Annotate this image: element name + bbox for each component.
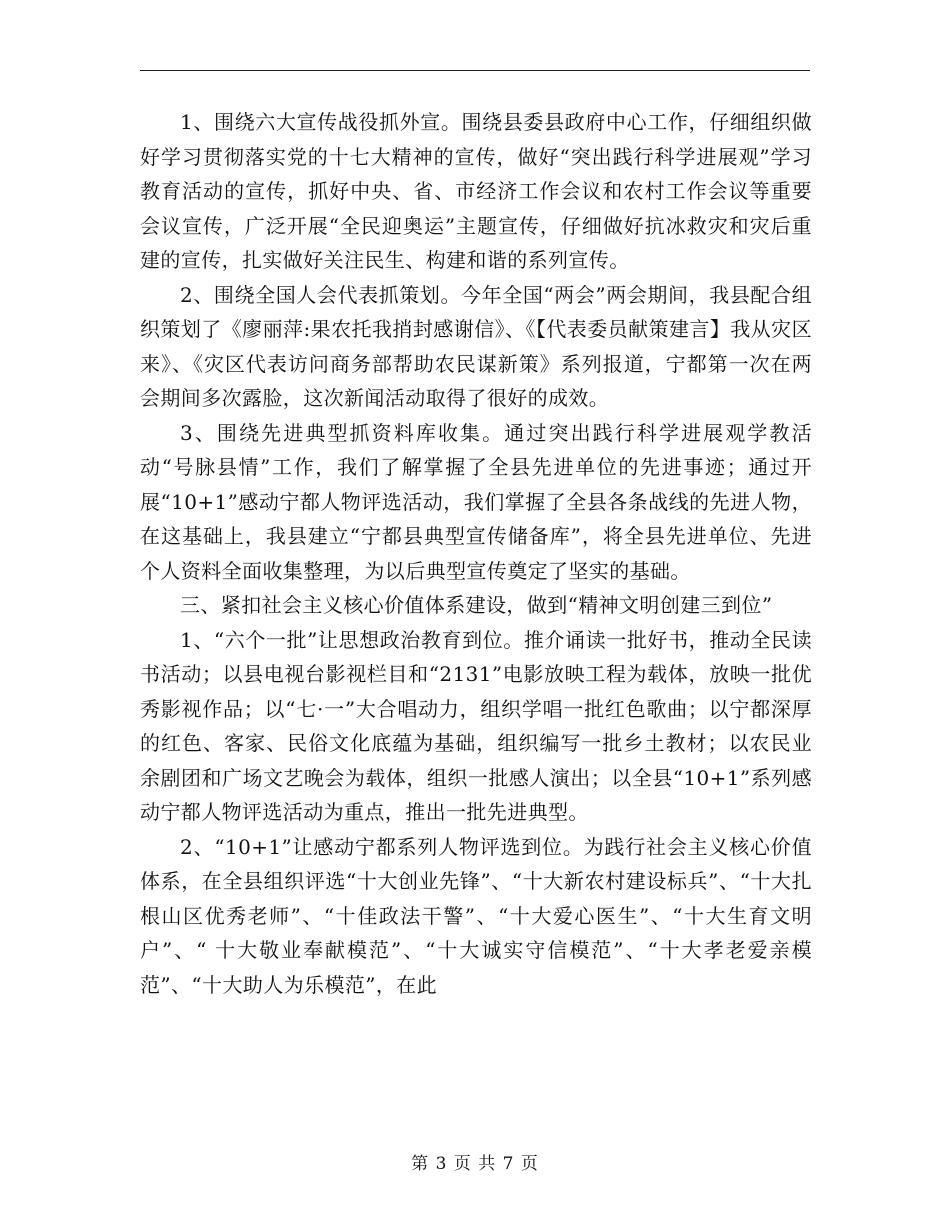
paragraph-npc-planning: 2、围绕全国人会代表抓策划。今年全国“两会”两会期间，我县配合组织策划了《廖丽萍:果农托我捎封感谢信》、《【代表委员献策建言】我从灾区来》、《灾区代表访问商务部帮助农民谋新策》系列报道，宁都第一次在两会期间多次露脸，这次新闻活动取得了很好的成效。 <box>140 282 812 410</box>
page-number: 第 3 页 共 7 页 <box>411 1154 539 1174</box>
document-body <box>140 105 812 1002</box>
paragraph-outreach-campaigns: 1、围绕六大宣传战役抓外宣。围绕县委县政府中心工作，仔细组织做好学习贯彻落实党的十七大精神的宣传，做好“突出践行科学进展观”学习教育活动的宣传，抓好中央、省、市经济工作会议和农村工作会议等重要会议宣传，广泛开展“全民迎奥运”主题宣传，仔细做好抗冰救灾和灾后重建的宣传，扎实做好关注民生、构建和谐的系列宣传。 <box>140 110 812 272</box>
section-heading-three: 三、紧扣社会主义核心价值体系建设，做到“精神文明创建三到位” <box>180 593 773 617</box>
header-rule <box>140 70 810 71</box>
paragraph-ten-plus-one: 2、“10+1”让感动宁都系列人物评选到位。为践行社会主义核心价值体系，在全县组织评选“十大创业先锋”、“十大新农村建设标兵”、“十大扎根山区优秀老师”、“十佳政法干警”、“十大爱心医生”、“十大生育文明户”、“ 十大敬业奉献模范”、“十大诚实守信模范”、“十大孝老爱亲模范”、“十大助人为乐模范”，在此 <box>140 834 812 997</box>
paragraph-model-database: 3、围绕先进典型抓资料库收集。通过突出践行科学进展观学教活动“号脉县情”工作，我们了解掌握了全县先进单位的先进事迹；通过开展“10+1”感动宁都人物评选活动，我们掌握了全县各条战线的先进人物，在这基础上，我县建立“宁都县典型宣传储备库”，将全县先进单位、先进个人资料全面收集整理，为以后典型宣传奠定了坚实的基础。 <box>140 420 812 583</box>
paragraph-six-batches: 1、“六个一批”让思想政治教育到位。推介诵读一批好书，推动全民读书活动；以县电视台影视栏目和“2131”电影放映工程为载体，放映一批优秀影视作品；以“七·一”大合唱动力，组织学唱一批红色歌曲；以宁都深厚的红色、客家、民俗文化底蕴为基础，组织编写一批乡土教材；以农民业余剧团和广场文艺晚会为载体，组织一批感人演出；以全县“10+1”系列感动宁都人物评选活动为重点，推出一批先进典型。 <box>140 627 812 824</box>
page-footer <box>0 1153 950 1175</box>
